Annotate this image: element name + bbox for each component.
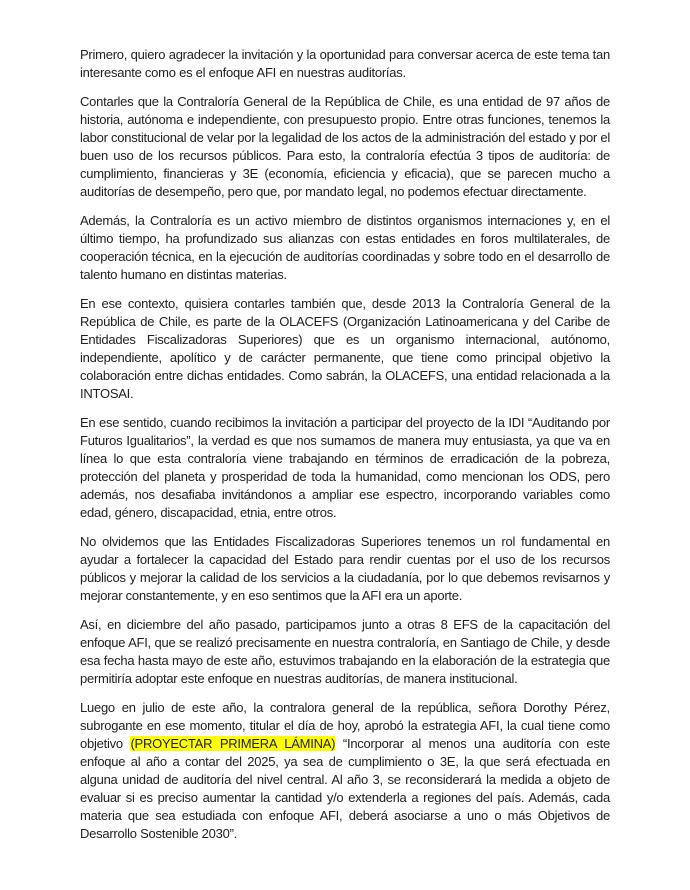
paragraph	[80, 93, 610, 201]
paragraph	[80, 414, 610, 522]
paragraph	[80, 46, 610, 82]
text-run: Contarles que la Contraloría General de la República de Chile, es una entidad de 97 años de historia, autónoma e independiente, con presupuesto propio. Entre otras funciones, tenemos la labor constitucional de velar por la legalidad de los actos de la administración del estado y por el buen uso de los recursos públicos. Para esto, la contraloría efectúa 3 tipos de auditoría: de cumplimiento, financieras y 3E (economía, eficiencia y eficacia), que se parecen mucho a auditorías de desempeño, pero que, por mandato legal, no podemos efectuar directamente.	[80, 94, 610, 199]
paragraph	[80, 616, 610, 688]
highlighted-text: (PROYECTAR PRIMERA LÁMINA)	[130, 736, 336, 751]
text-run: Así, en diciembre del año pasado, participamos junto a otras 8 EFS de la capacitación del enfoque AFI, que se realizó precisamente en nuestra contraloría, en Santiago de Chile, y desde esa fecha hasta mayo de este año, estuvimos trabajando en la elaboración de la estrategia que permitiría adoptar este enfoque en nuestras auditorías, de manera institucional.	[80, 617, 610, 686]
paragraph	[80, 295, 610, 403]
text-run: En ese contexto, quisiera contarles también que, desde 2013 la Contraloría General de la República de Chile, es parte de la OLACEFS (Organización Latinoamericana y del Caribe de Entidades Fiscalizadoras Superiores) que es un organismo internacional, autónomo, independiente, apolítico y de carácter permanente, que tiene como principal objetivo la colaboración entre dichas entidades. Como sabrán, la OLACEFS, una entidad relacionada a la INTOSAI.	[80, 296, 610, 401]
text-run: Además, la Contraloría es un activo miembro de distintos organismos internaciones y, en el último tiempo, ha profundizado sus alianzas con estas entidades en foros multilaterales, de cooperación técnica, en la ejecución de auditorías coordinadas y sobre todo en el desarrollo de talento humano en distintas materias.	[80, 213, 610, 282]
text-run: No olvidemos que las Entidades Fiscalizadoras Superiores tenemos un rol fundamental en ayudar a fortalecer la capacidad del Estado para rendir cuentas por el uso de los recursos públicos y mejorar la calidad de los servicios a la ciudadanía, por lo que debemos revisarnos y mejorar constantemente, y en eso sentimos que la AFI era un aporte.	[80, 534, 610, 603]
paragraph	[80, 212, 610, 284]
text-run: Luego en julio de este año, la contralora general de la república, señora Dorothy Pérez, subrogante en ese momento, titular el día de hoy, aprobó la estrategia AFI, la cual tiene como objetivo	[80, 700, 610, 751]
document-body	[80, 46, 610, 843]
text-run: Primero, quiero agradecer la invitación y la oportunidad para conversar acerca de este tema tan interesante como es el enfoque AFI en nuestras auditorías.	[80, 47, 610, 80]
text-run: En ese sentido, cuando recibimos la invitación a participar del proyecto de la IDI “Auditando por Futuros Igualitarios”, la verdad es que nos sumamos de manera muy entusiasta, ya que va en línea lo que esta contraloría viene trabajando en términos de erradicación de la pobreza, protección del planeta y prosperidad de toda la humanidad, como mencionan los ODS, pero además, nos desafiaba invitándonos a ampliar ese espectro, incorporando variables como edad, género, discapacidad, etnia, entre otros.	[80, 415, 610, 520]
text-run: “Incorporar al menos una auditoría con este enfoque al año a contar del 2025, ya sea de cumplimiento o 3E, la que será efectuada en alguna unidad de auditoría del nivel central. Al año 3, se reconsiderará la medida a objeto de evaluar si es preciso aumentar la cantidad y/o extenderla a regiones del país. Además, cada materia que sea estudiada con enfoque AFI, deberá asociarse a uno o más Objetivos de Desarrollo Sostenible 2030”.	[80, 736, 611, 841]
paragraph	[80, 533, 610, 605]
paragraph	[80, 699, 610, 843]
